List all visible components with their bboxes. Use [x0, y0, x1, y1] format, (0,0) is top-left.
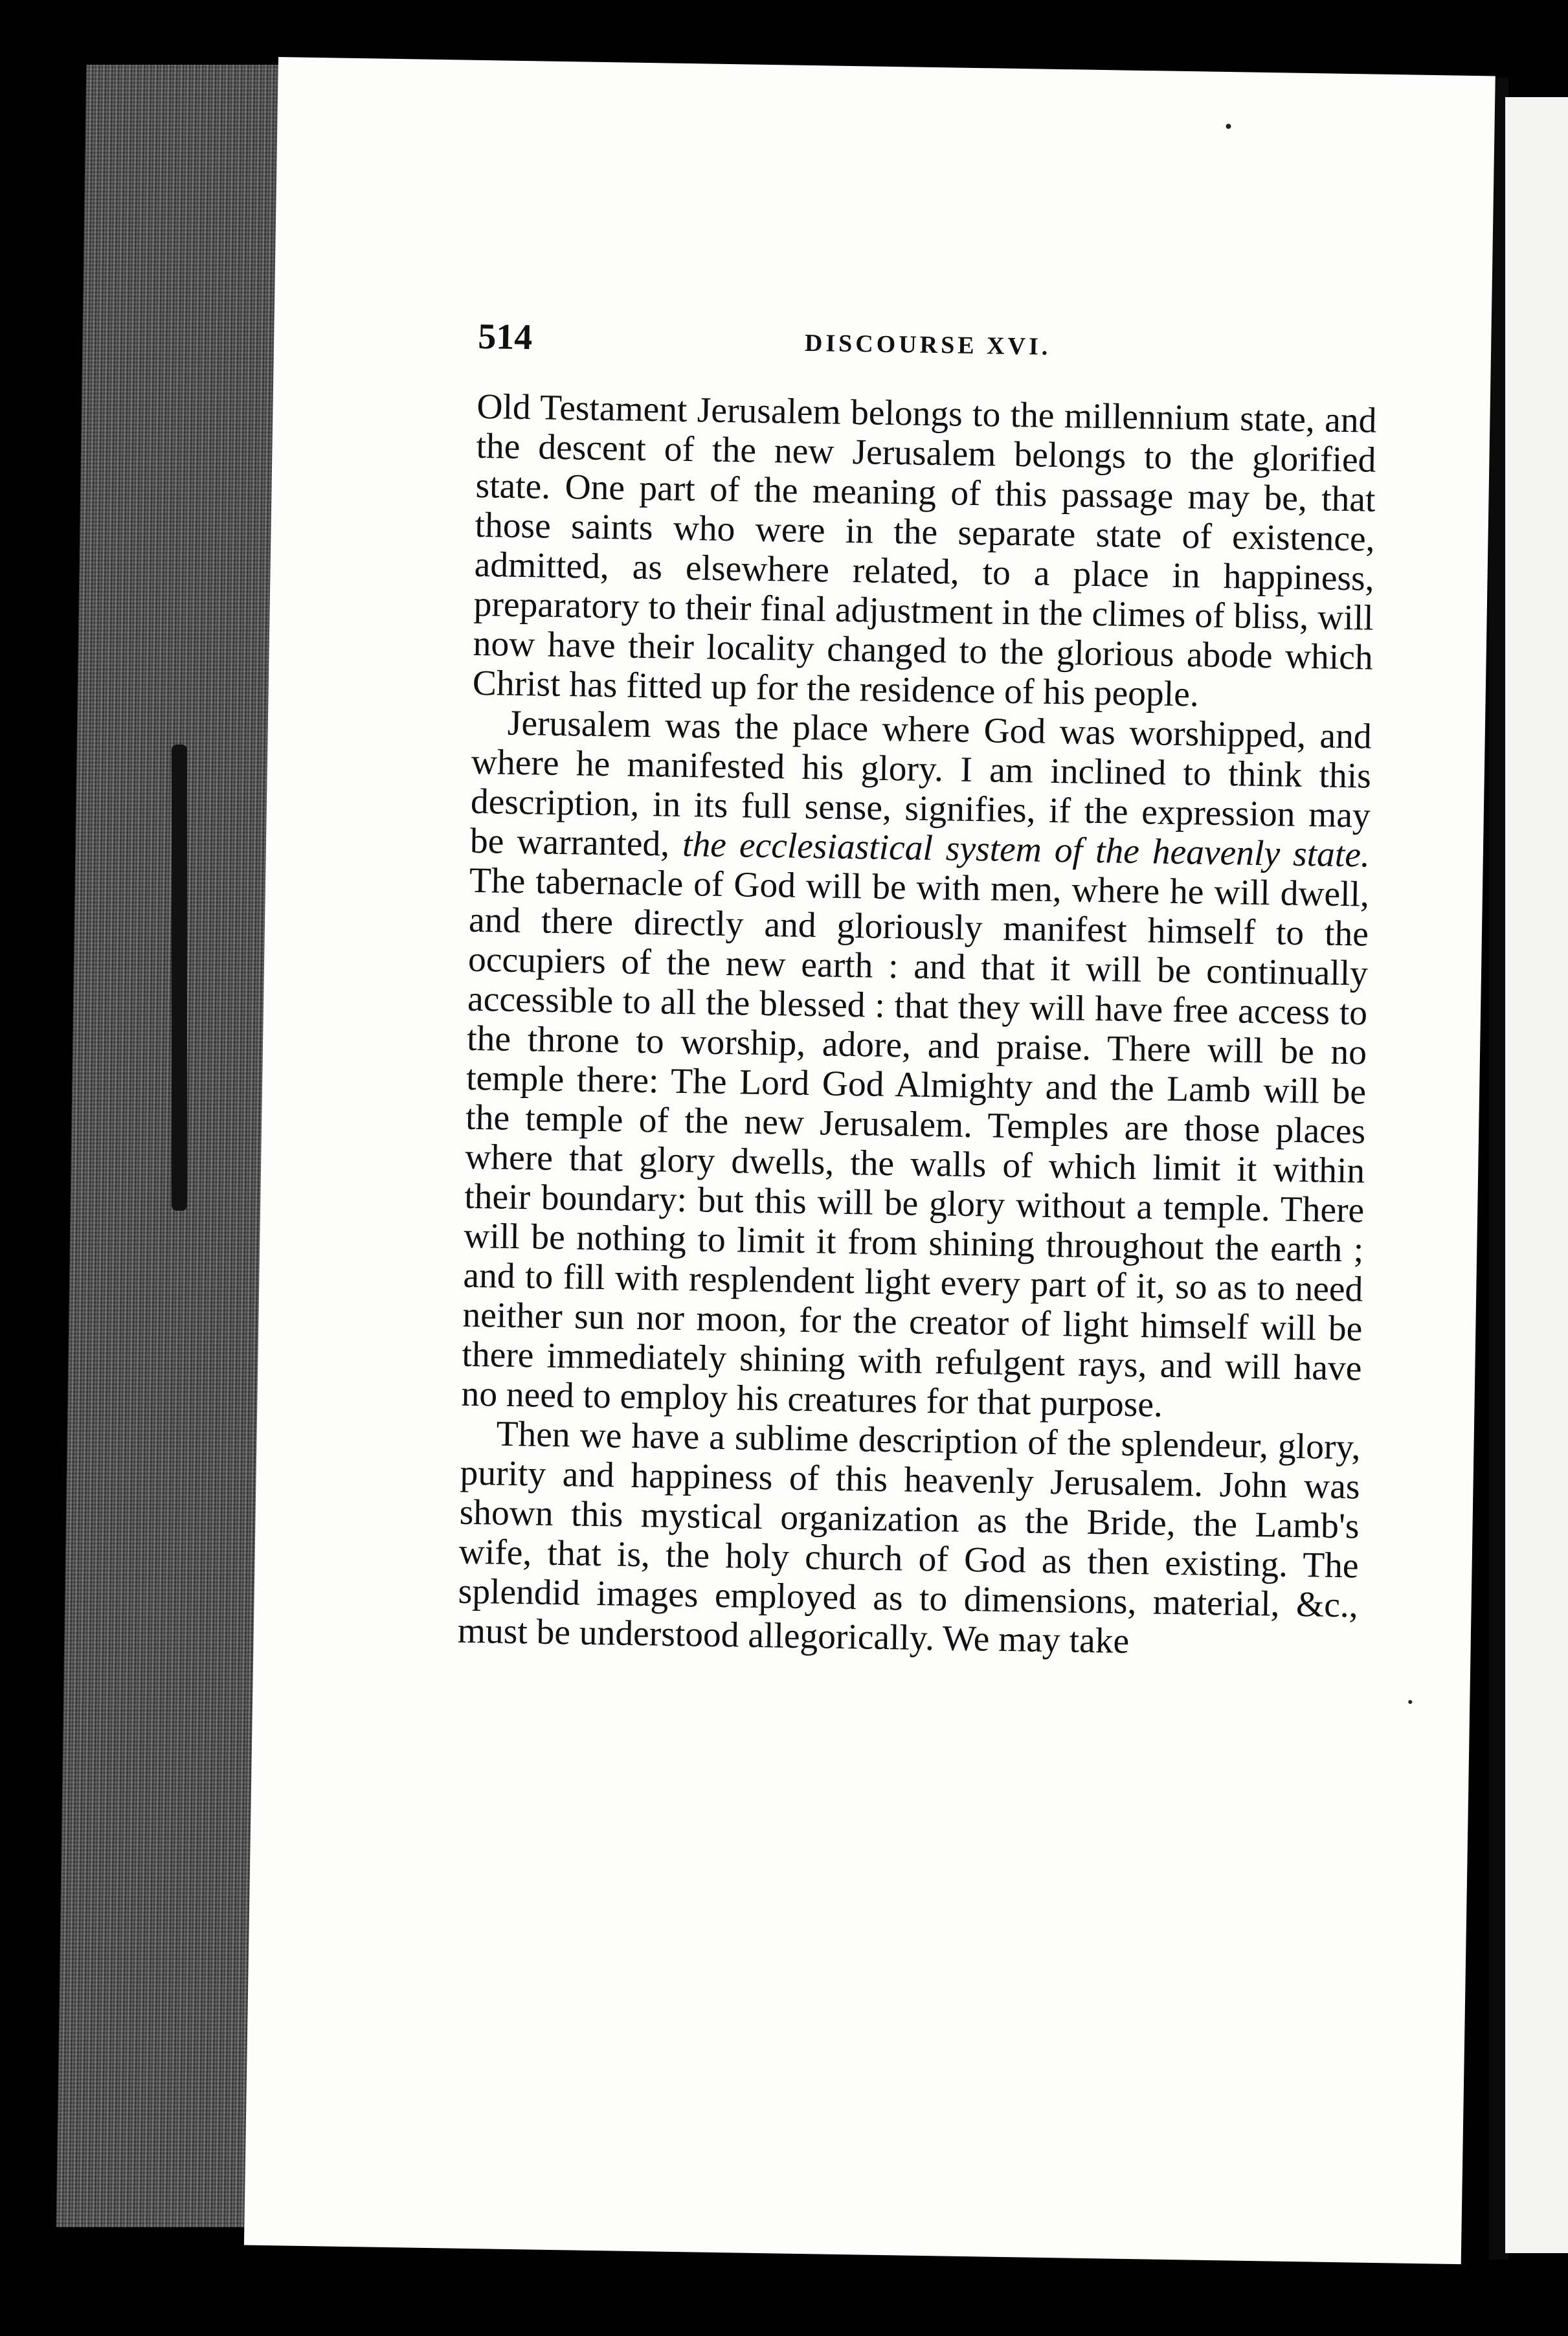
facing-page-strip	[1505, 97, 1568, 2253]
paragraph-2-italic: the ecclesiastical system of the heavenly state.	[682, 824, 1371, 875]
running-title: DISCOURSE XVI.	[804, 329, 1051, 361]
book-page	[244, 57, 1495, 2264]
paragraph-3: Then we have a sublime description of the splendeur, glory, purity and happiness of this heavenly Jerusalem. John was shown this mystical organization as the Bride, the Lamb's wife, that is, the holy church of God as then existing. The splendid images employed as to dimensions, material, &c., must be understood allegorically. We may take	[457, 1414, 1361, 1661]
page-edge-shadow	[172, 745, 187, 1211]
ink-speck	[1226, 124, 1231, 129]
paragraph-2	[461, 703, 1372, 1428]
paragraph-2-text-b: The tabernacle of God will be with men, where he will dwell, and there directly and gloriously manifest himself to the occupiers of the new earth : and that it will be continually accessible to all the blessed : that they will have free access to the throne to worship, adore, and praise. There will be no temple there: The Lord God Almighty and the Lamb will be the temple of the new Jerusalem. Temples are those places where that glory dwells, the walls of which limit it within their boundary: but this will be glory without a temple. There will be nothing to limit it from shining throughout the earth ; and to fill with resplendent light every part of it, so as to need neither sun nor moon, for the creator of light himself will be there immediately shining with refulgent rays, and will have no need to employ his creatures for that purpose.	[461, 860, 1370, 1425]
page-number: 514	[477, 316, 533, 358]
running-head	[477, 316, 1378, 388]
paragraph-2-text-a: Jerusalem was the place where God was worshipped, and where he manifested his glory. I am inclined to think this description, in its full sense, signifies, if the expression may be warranted,	[469, 703, 1372, 864]
page-text	[457, 316, 1378, 1665]
ink-speck	[1408, 1700, 1412, 1704]
paragraph-1: Old Testament Jerusalem belongs to the millennium state, and the descent of the new Jerusalem belongs to the glorified state. One part of the meaning of this passage may be, that those saints who were in the separate state of existence, admitted, as elsewhere related, to a place in happiness, preparatory to their final adjustment in the climes of bliss, will now have their locality changed to the glorious abode which Christ has fitted up for the residence of his people.	[472, 387, 1377, 715]
